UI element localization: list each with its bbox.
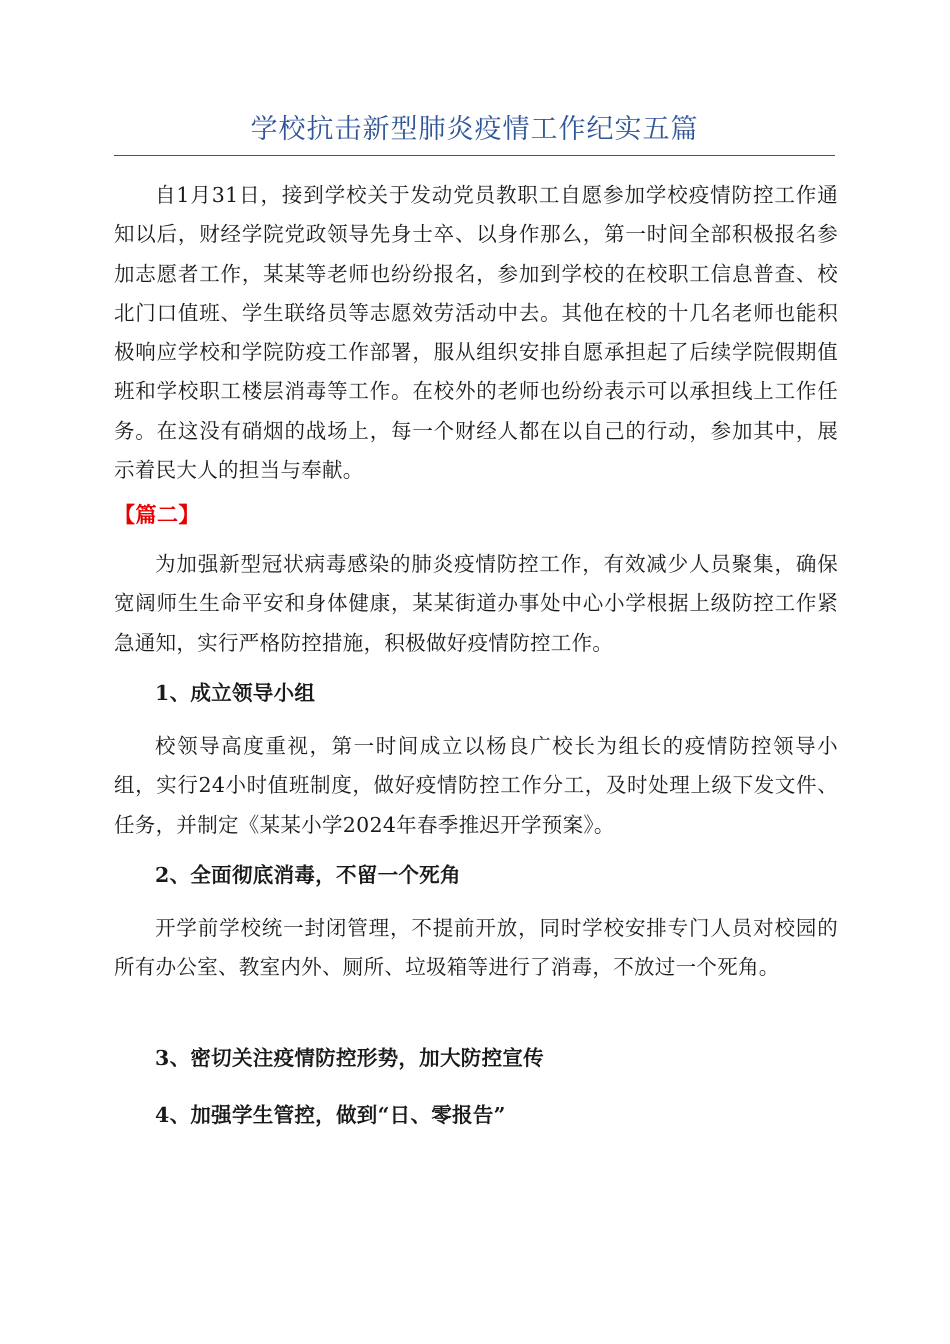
intro-paragraph: 自1月31日，接到学校关于发动党员教职工自愿参加学校疫情防控工作通知以后，财经学院党政领导先身士卒、以身作那么，第一时间全部积极报名参加志愿者工作，某某等老师也纷纷报名，参加到学校的在校职工信息普查、校北门口值班、学生联络员等志愿效劳活动中去。其他在校的十几名老师也能积极响应学校和学院防疫工作部署，服从组织安排自愿承担起了后续学院假期值班和学校职工楼层消毒等工作。在校外的老师也纷纷表示可以承担线上工作任务。在这没有硝烟的战场上，每一个财经人都在以自己的行动，参加其中，展示着民大人的担当与奉献。	[114, 183, 838, 483]
section2-paragraph: 为加强新型冠状病毒感染的肺炎疫情防控工作，有效减少人员聚集，确保宽阔师生生命平安和身体健康，某某街道办事处中心小学根据上级防控工作紧急通知，实行严格防控措施，积极做好疫情防控工作。	[114, 552, 838, 655]
item2-heading: 2、全面彻底消毒，不留一个死角	[155, 863, 461, 887]
item2-paragraph: 开学前学校统一封闭管理，不提前开放，同时学校安排专门人员对校园的所有办公室、教室内外、厕所、垃圾箱等进行了消毒，不放过一个死角。	[114, 916, 838, 980]
page-title: 学校抗击新型肺炎疫情工作纪实五篇	[250, 114, 699, 145]
section-heading-part2: 【篇二】	[114, 502, 200, 527]
title-underline	[114, 155, 835, 156]
item1-heading: 1、成立领导小组	[155, 681, 316, 705]
item1-paragraph: 校领导高度重视，第一时间成立以杨良广校长为组长的疫情防控领导小组，实行24小时值班制度，做好疫情防控工作分工，及时处理上级下发文件、任务，并制定《某某小学2024年春季推迟开学预案》。	[114, 734, 838, 837]
item3-heading: 3、密切关注疫情防控形势，加大防控宣传	[155, 1046, 544, 1070]
item4-heading: 4、加强学生管控，做到“日、零报告”	[155, 1103, 506, 1127]
